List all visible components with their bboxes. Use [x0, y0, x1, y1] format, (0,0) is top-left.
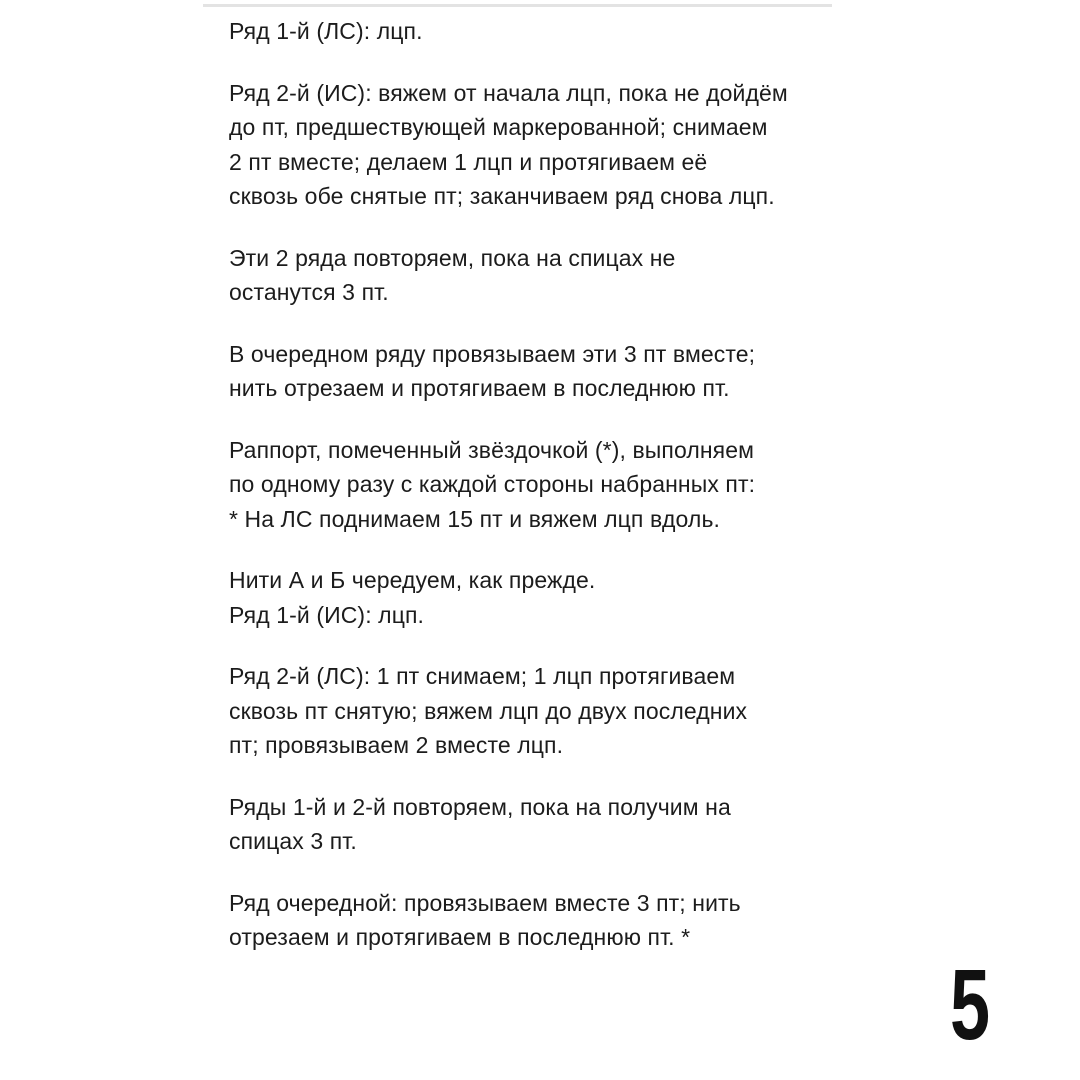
text-line: 2 пт вместе; делаем 1 лцп и протягиваем её	[229, 148, 708, 175]
paragraph-repeat-rows-2	[229, 790, 829, 859]
paragraph-row-1-rs	[229, 14, 829, 49]
paragraph-alternate-yarns	[229, 563, 829, 632]
text-line: останутся 3 пт.	[229, 279, 389, 305]
text-line: Ряд 1-й (ЛС): лцп.	[229, 18, 423, 44]
text-line: Нити А и Б чередуем, как прежде.	[229, 567, 596, 593]
paragraph-row-2-rs	[229, 659, 829, 763]
text-line: Ряд 2-й (ИС): вяжем от начала лцп, пока не дойдём	[229, 79, 788, 106]
text-line: Ряд 1-й (ИС): лцп.	[229, 601, 425, 628]
text-line: Эти 2 ряда повторяем, пока на спицах не	[229, 244, 676, 271]
text-line: сквозь пт снятую; вяжем лцп до двух последних	[229, 697, 748, 724]
text-line: спицах 3 пт.	[229, 828, 357, 854]
text-line: пт; провязываем 2 вместе лцп.	[229, 732, 564, 758]
text-line: Ряды 1-й и 2-й повторяем, пока на получим на	[229, 793, 731, 820]
paragraph-row-2-ws	[229, 76, 829, 214]
paragraph-final-row	[229, 886, 829, 955]
page-number: 5	[950, 949, 991, 1061]
text-line: отрезаем и протягиваем в последнюю пт. *	[229, 924, 691, 950]
paragraph-finish-row	[229, 337, 829, 406]
text-line: Раппорт, помеченный звёздочкой (*), выполняем	[229, 436, 755, 463]
top-divider	[203, 4, 832, 7]
document-body	[229, 14, 829, 982]
text-line: до пт, предшествующей маркерованной; снимаем	[229, 114, 768, 140]
text-line: по одному разу с каждой стороны набранных пт:	[229, 471, 756, 497]
text-line: Ряд 2-й (ЛС): 1 пт снимаем; 1 лцп протягиваем	[229, 663, 736, 689]
text-line: * На ЛС поднимаем 15 пт и вяжем лцп вдоль.	[229, 505, 721, 532]
text-line: Ряд очередной: провязываем вместе 3 пт; нить	[229, 889, 741, 916]
text-line: В очередном ряду провязываем эти 3 пт вместе;	[229, 340, 756, 367]
text-line: нить отрезаем и протягиваем в последнюю пт.	[229, 375, 730, 401]
paragraph-repeat-rows	[229, 241, 829, 310]
text-line: сквозь обе снятые пт; заканчиваем ряд снова лцп.	[229, 183, 775, 209]
paragraph-rapport	[229, 433, 829, 537]
